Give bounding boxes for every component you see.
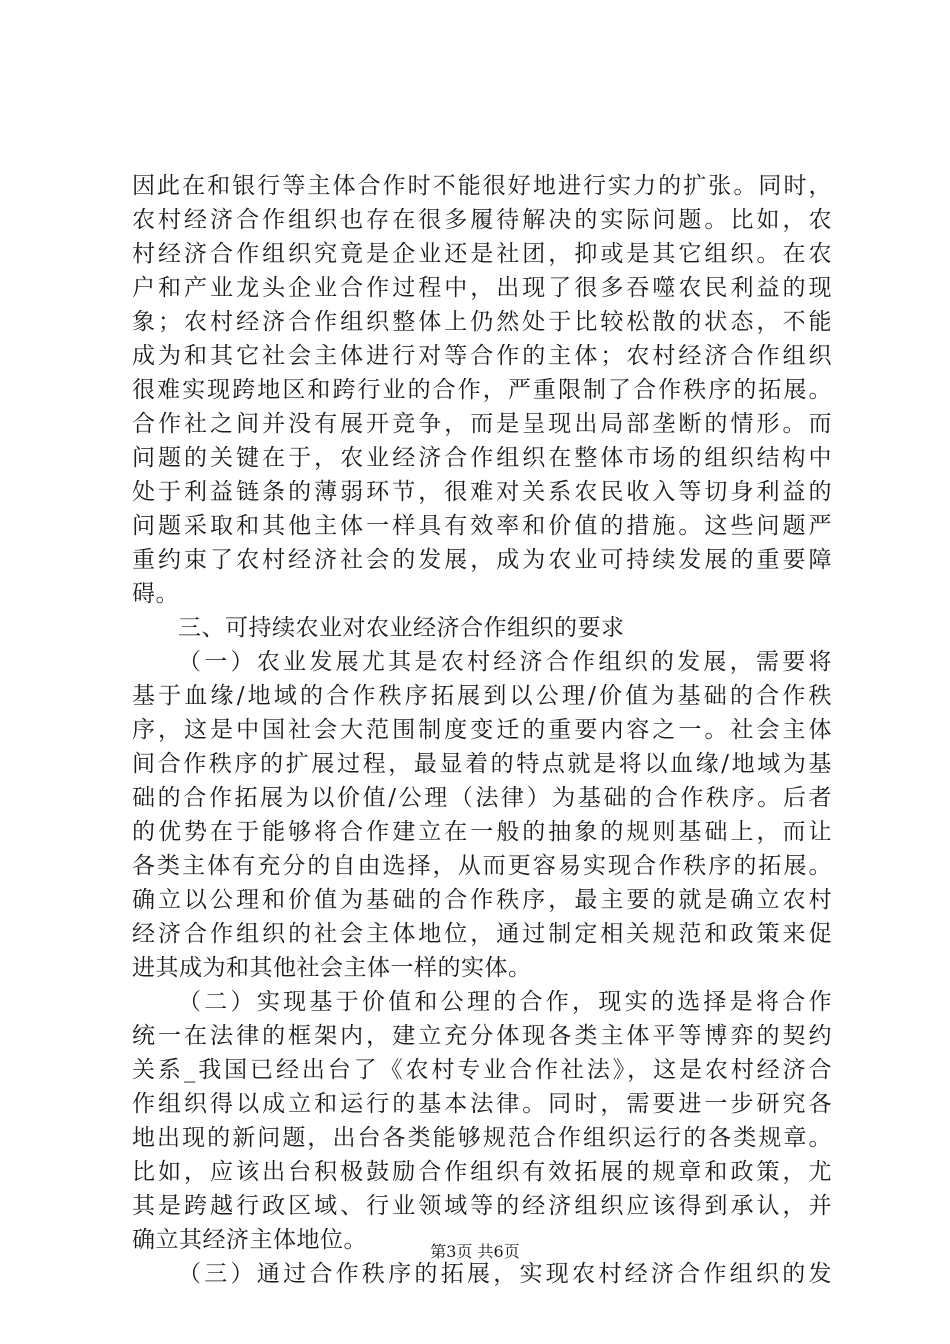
text-line: 因此在和银行等主体合作时不能很好地进行实力的扩张。同时，: [132, 173, 832, 199]
text-line: 成为和其它社会主体进行对等合作的主体；农村经济合作组织: [132, 343, 832, 369]
text-line: 确立其经济主体地位。: [132, 1227, 367, 1253]
text-line: 问题采取和其他主体一样具有效率和价值的措施。这些问题严: [132, 513, 832, 539]
section-heading: 三、可持续农业对农业经济合作组织的要求: [178, 615, 625, 641]
text-line: （三）通过合作秩序的拓展，实现农村经济合作组织的发: [178, 1261, 832, 1287]
text-line: 作组织得以成立和运行的基本法律。同时，需要进一步研究各: [132, 1091, 832, 1117]
body-text: [132, 169, 832, 1291]
page-footer: [0, 1240, 950, 1264]
text-line: 的优势在于能够将合作建立在一般的抽象的规则基础上，而让: [132, 819, 832, 845]
text-line: 础的合作拓展为以价值/公理（法律）为基础的合作秩序。后者: [132, 785, 832, 811]
text-line: 地出现的新问题，出台各类能够规范合作组织运行的各类规章。: [132, 1125, 832, 1151]
text-line: 确立以公理和价值为基础的合作秩序，最主要的就是确立农村: [132, 887, 832, 913]
text-line: （一）农业发展尤其是农村经济合作组织的发展，需要将: [178, 649, 832, 675]
text-line: 进其成为和其他社会主体一样的实体。: [132, 955, 532, 981]
text-line: 处于利益链条的薄弱环节，很难对关系农民收入等切身利益的: [132, 479, 832, 505]
text-line: 关系_我国已经出台了《农村专业合作社法》，这是农村经济合: [132, 1057, 832, 1083]
text-line: 序，这是中国社会大范围制度变迁的重要内容之一。社会主体: [132, 717, 832, 743]
text-line: 合作社之间并没有展开竞争，而是呈现出局部垄断的情形。而: [132, 411, 832, 437]
text-line: 问题的关键在于，农业经济合作组织在整体市场的组织结构中: [132, 445, 832, 471]
text-line: 户和产业龙头企业合作过程中，出现了很多吞噬农民利益的现: [132, 275, 832, 301]
text-line: 重约束了农村经济社会的发展，成为农业可持续发展的重要障: [132, 547, 832, 573]
text-line: 经济合作组织的社会主体地位，通过制定相关规范和政策来促: [132, 921, 832, 947]
text-line: 统一在法律的框架内，建立充分体现各类主体平等博弈的契约: [132, 1023, 832, 1049]
text-line: 其是跨越行政区域、行业领域等的经济组织应该得到承认，并: [132, 1193, 832, 1219]
text-line: 比如，应该出台积极鼓励合作组织有效拓展的规章和政策，尤: [132, 1159, 832, 1185]
text-line: 碍。: [132, 581, 179, 607]
text-line: 间合作秩序的扩展过程，最显着的特点就是将以血缘/地域为基: [132, 751, 832, 777]
text-line: 农村经济合作组织也存在很多履待解决的实际问题。比如，农: [132, 207, 832, 233]
text-line: 很难实现跨地区和跨行业的合作，严重限制了合作秩序的拓展。: [132, 377, 832, 403]
text-line: （二）实现基于价值和公理的合作，现实的选择是将合作: [178, 989, 832, 1015]
text-line: 各类主体有充分的自由选择，从而更容易实现合作秩序的拓展。: [132, 853, 832, 879]
text-line: 村经济合作组织究竟是企业还是社团，抑或是其它组织。在农: [132, 241, 832, 267]
text-line: 象；农村经济合作组织整体上仍然处于比较松散的状态，不能: [132, 309, 832, 335]
text-line: 基于血缘/地域的合作秩序拓展到以公理/价值为基础的合作秩: [132, 683, 832, 709]
page-number: 第3页 共6页: [430, 1242, 520, 1261]
